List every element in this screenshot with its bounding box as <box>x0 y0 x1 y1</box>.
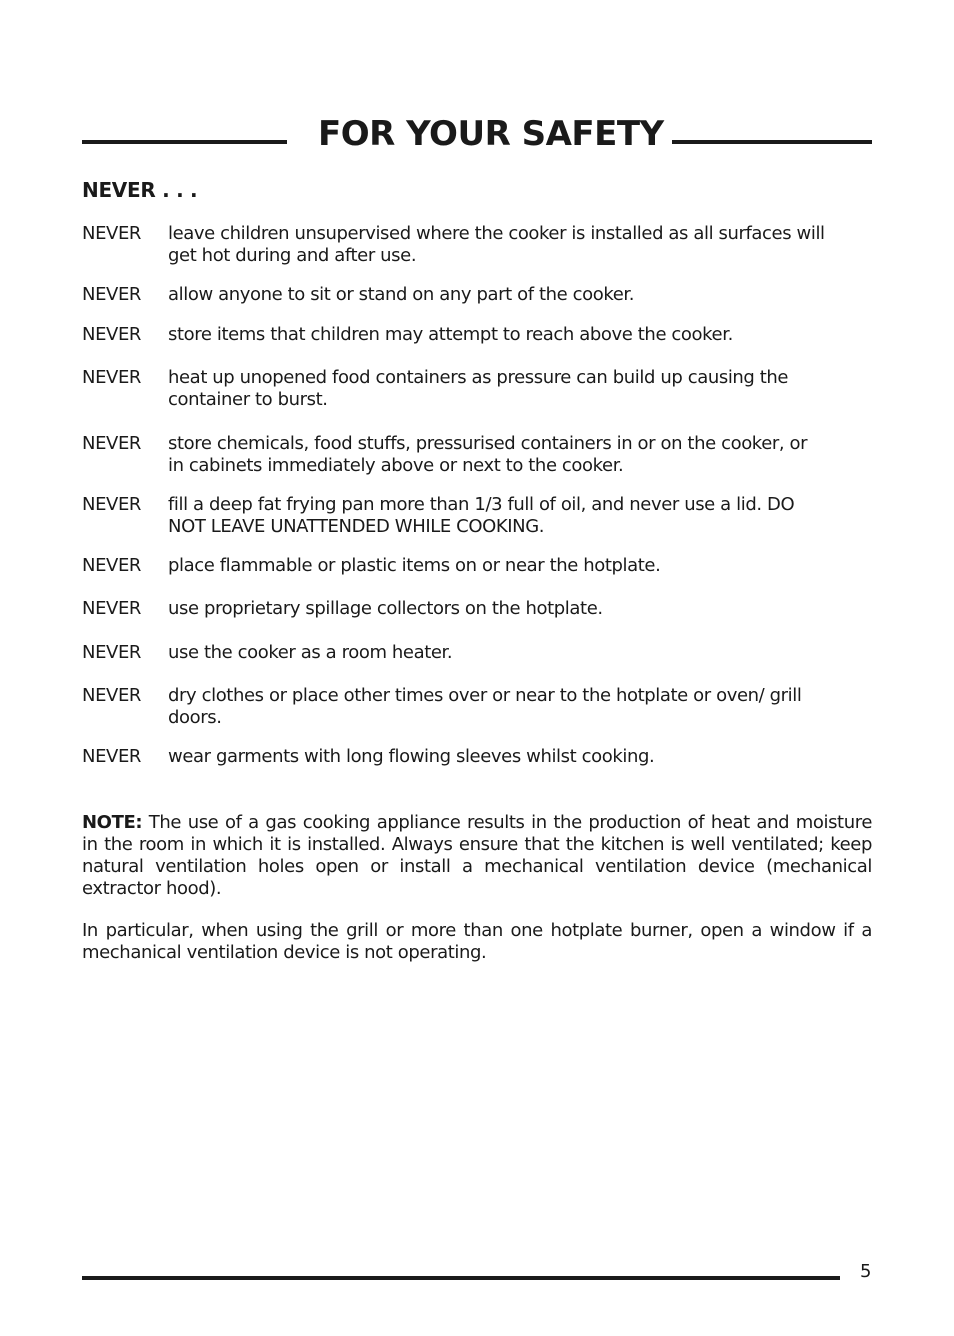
rule-keyword: NEVER <box>82 598 142 619</box>
rule-text: dry clothes or place other times over or near to the hotplate or oven/ grill doors. <box>168 685 802 728</box>
page-number: 5 <box>860 1261 872 1282</box>
rule-keyword: NEVER <box>82 433 142 454</box>
rule-text: use the cooker as a room heater. <box>168 642 453 663</box>
rule-text: heat up unopened food containers as pressure can build up causing the container to burst. <box>168 367 789 410</box>
rule-text: use proprietary spillage collectors on the hotplate. <box>168 598 603 619</box>
page-title: FOR YOUR SAFETY <box>318 114 664 154</box>
rule-text: place flammable or plastic items on or near the hotplate. <box>168 555 661 576</box>
rule-keyword: NEVER <box>82 746 142 767</box>
rule-keyword: NEVER <box>82 494 142 515</box>
rule-keyword: NEVER <box>82 324 142 345</box>
section-heading: NEVER . . . <box>82 178 198 202</box>
rule-keyword: NEVER <box>82 642 142 663</box>
note-text: The use of a gas cooking appliance results in the production of heat and moisture in the room in which it is installed. Always ensure that the kitchen is well ventilated; keep natural ventilation holes open or install a mechanical ventilation device (mechanical extractor hood). <box>82 812 873 899</box>
note-label: NOTE: <box>82 812 143 833</box>
rule-keyword: NEVER <box>82 367 142 388</box>
ventilation-paragraph <box>82 920 872 964</box>
note-paragraph <box>82 812 872 900</box>
rule-keyword: NEVER <box>82 685 142 706</box>
rule-text: store chemicals, food stuffs, pressurised containers in or on the cooker, or in cabinets immediately above or next to the cooker. <box>168 433 808 476</box>
rule-keyword: NEVER <box>82 223 142 244</box>
rule-keyword: NEVER <box>82 555 142 576</box>
title-row <box>82 112 872 158</box>
rule-text: fill a deep fat frying pan more than 1/3 full of oil, and never use a lid. DO NOT LEAVE UNATTENDED WHILE COOKING. <box>168 494 795 537</box>
rule-text: leave children unsupervised where the cooker is installed as all surfaces will get hot during and after use. <box>168 223 825 266</box>
rule-text: wear garments with long flowing sleeves whilst cooking. <box>168 746 655 767</box>
rule-text: store items that children may attempt to reach above the cooker. <box>168 324 733 345</box>
rule-keyword: NEVER <box>82 284 142 305</box>
ventilation-text: In particular, when using the grill or more than one hotplate burner, open a window if a mechanical ventilation device is not operating. <box>82 920 872 963</box>
title-rule-left <box>82 140 287 144</box>
title-rule-right <box>672 140 872 144</box>
footer-rule <box>82 1276 840 1280</box>
rule-text: allow anyone to sit or stand on any part of the cooker. <box>168 284 635 305</box>
